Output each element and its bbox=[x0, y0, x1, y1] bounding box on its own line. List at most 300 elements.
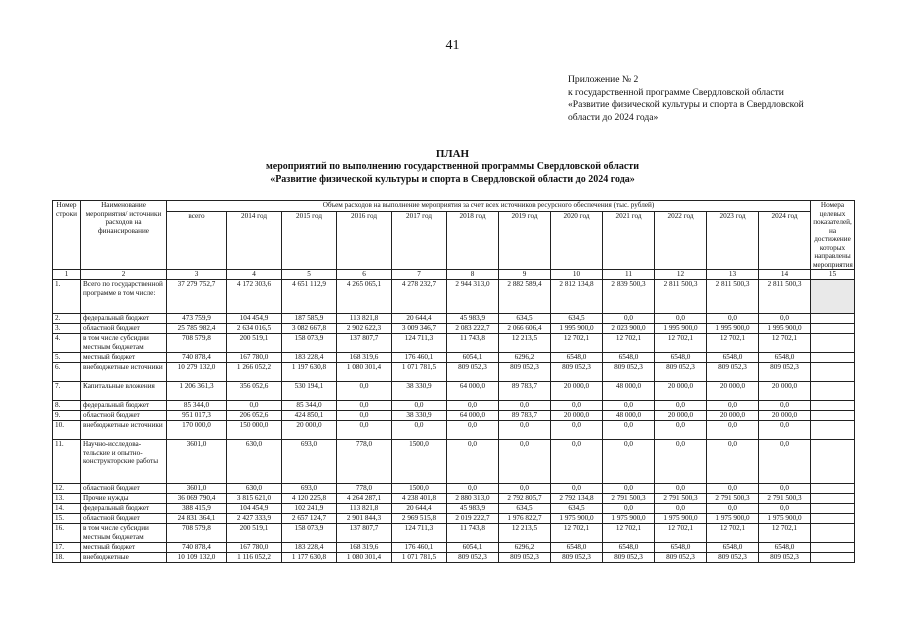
header-row-number: Номер строки bbox=[53, 201, 81, 270]
value-cell: 37 279 752,7 bbox=[167, 280, 227, 314]
value-cell: 183 228,4 bbox=[282, 543, 337, 553]
value-cell: 3 009 346,7 bbox=[392, 324, 447, 334]
value-cell: 6548,0 bbox=[603, 353, 655, 363]
value-cell: 0,0 bbox=[759, 484, 811, 494]
row-name-cell: местный бюджет bbox=[81, 543, 167, 553]
value-cell: 356 052,6 bbox=[227, 382, 282, 401]
value-cell: 0,0 bbox=[603, 421, 655, 440]
value-cell: 12 702,1 bbox=[603, 524, 655, 543]
value-cell: 6548,0 bbox=[655, 543, 707, 553]
row-number-cell: 6. bbox=[53, 363, 81, 382]
value-cell: 104 454,9 bbox=[227, 504, 282, 514]
appendix-line: «Развитие физической культуры и спорта в Свердловской bbox=[568, 99, 804, 111]
table-row bbox=[53, 324, 855, 334]
column-number: 13 bbox=[707, 270, 759, 280]
row-name-cell: областной бюджет bbox=[81, 514, 167, 524]
value-cell: 2 792 134,8 bbox=[551, 494, 603, 504]
table-row bbox=[53, 494, 855, 504]
row-name-cell: внебюджетные источники bbox=[81, 363, 167, 382]
value-cell: 150 000,0 bbox=[227, 421, 282, 440]
value-cell: 0,0 bbox=[655, 504, 707, 514]
value-cell: 0,0 bbox=[603, 484, 655, 494]
value-cell: 740 878,4 bbox=[167, 543, 227, 553]
value-cell: 137 807,7 bbox=[337, 334, 392, 353]
value-cell: 124 711,3 bbox=[392, 334, 447, 353]
value-cell: 45 983,9 bbox=[447, 504, 499, 514]
value-cell: 809 052,3 bbox=[551, 553, 603, 563]
value-cell: 2 792 805,7 bbox=[499, 494, 551, 504]
table-row bbox=[53, 484, 855, 494]
value-cell: 6548,0 bbox=[551, 353, 603, 363]
row-number-cell: 5. bbox=[53, 353, 81, 363]
value-cell: 38 330,9 bbox=[392, 411, 447, 421]
target-cell bbox=[811, 411, 855, 421]
value-cell: 1 975 900,0 bbox=[551, 514, 603, 524]
year-header: 2020 год bbox=[551, 212, 603, 270]
value-cell: 2 019 222,7 bbox=[447, 514, 499, 524]
value-cell: 809 052,3 bbox=[759, 553, 811, 563]
row-number-cell: 13. bbox=[53, 494, 81, 504]
value-cell: 20 000,0 bbox=[759, 411, 811, 421]
value-cell: 0,0 bbox=[551, 484, 603, 494]
appendix-note bbox=[568, 74, 858, 124]
column-numbers-row bbox=[53, 270, 855, 280]
value-cell: 0,0 bbox=[603, 401, 655, 411]
value-cell: 3601,0 bbox=[167, 484, 227, 494]
value-cell: 64 000,0 bbox=[447, 411, 499, 421]
value-cell: 0,0 bbox=[707, 421, 759, 440]
column-number: 9 bbox=[499, 270, 551, 280]
value-cell: 113 821,8 bbox=[337, 314, 392, 324]
value-cell: 1 177 630,8 bbox=[282, 553, 337, 563]
value-cell: 2 901 844,3 bbox=[337, 514, 392, 524]
column-number: 10 bbox=[551, 270, 603, 280]
value-cell: 6548,0 bbox=[759, 543, 811, 553]
value-cell: 64 000,0 bbox=[447, 382, 499, 401]
target-cell bbox=[811, 514, 855, 524]
column-number: 2 bbox=[81, 270, 167, 280]
value-cell: 113 821,8 bbox=[337, 504, 392, 514]
value-cell: 1 975 900,0 bbox=[759, 514, 811, 524]
value-cell: 38 330,9 bbox=[392, 382, 447, 401]
value-cell: 4 172 303,6 bbox=[227, 280, 282, 314]
value-cell: 176 460,1 bbox=[392, 543, 447, 553]
value-cell: 12 702,1 bbox=[655, 524, 707, 543]
header-targets: Номера целевых показателей, на достижение которых направлены мероприятия bbox=[811, 201, 855, 270]
value-cell: 2 969 515,8 bbox=[392, 514, 447, 524]
value-cell: 3 815 621,0 bbox=[227, 494, 282, 504]
column-number: 7 bbox=[392, 270, 447, 280]
row-name-cell: областной бюджет bbox=[81, 324, 167, 334]
value-cell: 809 052,3 bbox=[551, 363, 603, 382]
value-cell: 1 197 630,8 bbox=[282, 363, 337, 382]
value-cell: 2 657 124,7 bbox=[282, 514, 337, 524]
value-cell: 89 783,7 bbox=[499, 382, 551, 401]
value-cell: 2 427 333,9 bbox=[227, 514, 282, 524]
value-cell: 1 206 361,3 bbox=[167, 382, 227, 401]
year-header: 2018 год bbox=[447, 212, 499, 270]
value-cell: 20 000,0 bbox=[707, 382, 759, 401]
value-cell: 0,0 bbox=[759, 421, 811, 440]
value-cell: 2 083 222,7 bbox=[447, 324, 499, 334]
value-cell: 809 052,3 bbox=[707, 363, 759, 382]
row-number-cell: 1. bbox=[53, 280, 81, 314]
value-cell: 0,0 bbox=[392, 421, 447, 440]
value-cell: 809 052,3 bbox=[603, 553, 655, 563]
table-row bbox=[53, 363, 855, 382]
value-cell: 200 519,1 bbox=[227, 334, 282, 353]
value-cell: 1 995 900,0 bbox=[707, 324, 759, 334]
row-number-cell: 3. bbox=[53, 324, 81, 334]
target-cell bbox=[811, 334, 855, 353]
value-cell: 0,0 bbox=[551, 421, 603, 440]
value-cell: 12 702,1 bbox=[655, 334, 707, 353]
value-cell: 168 319,6 bbox=[337, 543, 392, 553]
table-row bbox=[53, 334, 855, 353]
row-number-cell: 4. bbox=[53, 334, 81, 353]
value-cell: 2 811 500,3 bbox=[759, 280, 811, 314]
years-header-row bbox=[53, 212, 855, 270]
value-cell: 124 711,3 bbox=[392, 524, 447, 543]
column-number: 3 bbox=[167, 270, 227, 280]
value-cell: 2 812 134,8 bbox=[551, 280, 603, 314]
value-cell: 1 995 900,0 bbox=[551, 324, 603, 334]
year-header: 2024 год bbox=[759, 212, 811, 270]
value-cell: 20 644,4 bbox=[392, 314, 447, 324]
value-cell: 0,0 bbox=[447, 401, 499, 411]
year-header: 2019 год bbox=[499, 212, 551, 270]
value-cell: 2 066 606,4 bbox=[499, 324, 551, 334]
title-line: «Развитие физической культуры и спорта в Свердловской области до 2024 года» bbox=[270, 173, 635, 185]
value-cell: 176 460,1 bbox=[392, 353, 447, 363]
column-number: 5 bbox=[282, 270, 337, 280]
value-cell: 0,0 bbox=[655, 401, 707, 411]
value-cell: 12 213,5 bbox=[499, 334, 551, 353]
value-cell: 89 783,7 bbox=[499, 411, 551, 421]
year-header: 2022 год bbox=[655, 212, 707, 270]
value-cell: 0,0 bbox=[603, 504, 655, 514]
row-number-cell: 11. bbox=[53, 440, 81, 484]
row-name-cell: внебюджетные bbox=[81, 553, 167, 563]
column-number: 14 bbox=[759, 270, 811, 280]
row-number-cell: 15. bbox=[53, 514, 81, 524]
value-cell: 12 702,1 bbox=[551, 524, 603, 543]
title-line: мероприятий по выполнению государственной программы Свердловской области bbox=[266, 161, 639, 172]
row-name-cell: Прочие нужды bbox=[81, 494, 167, 504]
column-number: 8 bbox=[447, 270, 499, 280]
value-cell: 809 052,3 bbox=[499, 363, 551, 382]
row-name-cell: в том числе субсидии местным бюджетам bbox=[81, 524, 167, 543]
target-cell bbox=[811, 401, 855, 411]
value-cell: 634,5 bbox=[499, 314, 551, 324]
target-cell bbox=[811, 421, 855, 440]
value-cell: 3601,0 bbox=[167, 440, 227, 484]
value-cell: 1 975 900,0 bbox=[707, 514, 759, 524]
value-cell: 102 241,9 bbox=[282, 504, 337, 514]
value-cell: 693,0 bbox=[282, 440, 337, 484]
value-cell: 809 052,3 bbox=[447, 363, 499, 382]
value-cell: 1 975 900,0 bbox=[603, 514, 655, 524]
value-cell: 0,0 bbox=[603, 440, 655, 484]
row-number-cell: 2. bbox=[53, 314, 81, 324]
table-row bbox=[53, 553, 855, 563]
target-cell bbox=[811, 553, 855, 563]
value-cell: 1 116 052,2 bbox=[227, 553, 282, 563]
document-title bbox=[0, 148, 905, 186]
value-cell: 0,0 bbox=[499, 401, 551, 411]
value-cell: 1 995 900,0 bbox=[655, 324, 707, 334]
value-cell: 0,0 bbox=[603, 314, 655, 324]
table-row bbox=[53, 440, 855, 484]
table-row bbox=[53, 411, 855, 421]
value-cell: 1 080 301,4 bbox=[337, 363, 392, 382]
value-cell: 6054,1 bbox=[447, 543, 499, 553]
value-cell: 634,5 bbox=[551, 314, 603, 324]
value-cell: 36 069 790,4 bbox=[167, 494, 227, 504]
value-cell: 11 743,8 bbox=[447, 524, 499, 543]
value-cell: 48 000,0 bbox=[603, 411, 655, 421]
value-cell: 12 702,1 bbox=[603, 334, 655, 353]
value-cell: 4 120 225,8 bbox=[282, 494, 337, 504]
value-cell: 6296,2 bbox=[499, 353, 551, 363]
value-cell: 6548,0 bbox=[551, 543, 603, 553]
value-cell: 809 052,3 bbox=[499, 553, 551, 563]
value-cell: 24 831 364,1 bbox=[167, 514, 227, 524]
table-row bbox=[53, 514, 855, 524]
value-cell: 12 702,1 bbox=[759, 524, 811, 543]
value-cell: 693,0 bbox=[282, 484, 337, 494]
value-cell: 158 073,9 bbox=[282, 524, 337, 543]
row-name-cell: федеральный бюджет bbox=[81, 401, 167, 411]
value-cell: 4 651 112,9 bbox=[282, 280, 337, 314]
value-cell: 708 579,8 bbox=[167, 334, 227, 353]
target-cell bbox=[811, 484, 855, 494]
value-cell: 0,0 bbox=[337, 382, 392, 401]
value-cell: 6296,2 bbox=[499, 543, 551, 553]
value-cell: 630,0 bbox=[227, 484, 282, 494]
value-cell: 0,0 bbox=[447, 440, 499, 484]
value-cell: 0,0 bbox=[499, 440, 551, 484]
target-cell bbox=[811, 440, 855, 484]
appendix-line: Приложение № 2 bbox=[568, 74, 639, 85]
value-cell: 2 944 313,0 bbox=[447, 280, 499, 314]
value-cell: 809 052,3 bbox=[655, 363, 707, 382]
value-cell: 0,0 bbox=[227, 401, 282, 411]
value-cell: 10 109 132,0 bbox=[167, 553, 227, 563]
value-cell: 20 000,0 bbox=[282, 421, 337, 440]
row-name-cell: областной бюджет bbox=[81, 411, 167, 421]
value-cell: 809 052,3 bbox=[759, 363, 811, 382]
value-cell: 1 995 900,0 bbox=[759, 324, 811, 334]
value-cell: 951 017,3 bbox=[167, 411, 227, 421]
value-cell: 634,5 bbox=[551, 504, 603, 514]
value-cell: 20 000,0 bbox=[551, 382, 603, 401]
value-cell: 0,0 bbox=[337, 411, 392, 421]
value-cell: 2 811 500,3 bbox=[707, 280, 759, 314]
value-cell: 4 238 401,8 bbox=[392, 494, 447, 504]
value-cell: 20 000,0 bbox=[759, 382, 811, 401]
value-cell: 0,0 bbox=[759, 440, 811, 484]
target-cell bbox=[811, 363, 855, 382]
value-cell: 20 000,0 bbox=[551, 411, 603, 421]
table-row bbox=[53, 543, 855, 553]
table-row bbox=[53, 524, 855, 543]
year-header: 2021 год bbox=[603, 212, 655, 270]
value-cell: 424 850,1 bbox=[282, 411, 337, 421]
column-number: 4 bbox=[227, 270, 282, 280]
value-cell: 809 052,3 bbox=[707, 553, 759, 563]
plan-table bbox=[52, 200, 855, 563]
value-cell: 740 878,4 bbox=[167, 353, 227, 363]
value-cell: 1 266 052,2 bbox=[227, 363, 282, 382]
appendix-line: области до 2024 года» bbox=[568, 111, 659, 123]
value-cell: 2 791 500,3 bbox=[707, 494, 759, 504]
value-cell: 0,0 bbox=[655, 421, 707, 440]
row-number-cell: 18. bbox=[53, 553, 81, 563]
row-number-cell: 8. bbox=[53, 401, 81, 411]
row-number-cell: 7. bbox=[53, 382, 81, 401]
value-cell: 0,0 bbox=[707, 504, 759, 514]
value-cell: 2 811 500,3 bbox=[655, 280, 707, 314]
year-header: всего bbox=[167, 212, 227, 270]
value-cell: 45 983,9 bbox=[447, 314, 499, 324]
target-cell bbox=[811, 504, 855, 514]
column-number: 6 bbox=[337, 270, 392, 280]
row-name-cell: внебюджетные источники bbox=[81, 421, 167, 440]
value-cell: 1 976 822,7 bbox=[499, 514, 551, 524]
row-number-cell: 17. bbox=[53, 543, 81, 553]
value-cell: 20 000,0 bbox=[655, 382, 707, 401]
value-cell: 4 265 065,1 bbox=[337, 280, 392, 314]
value-cell: 0,0 bbox=[551, 401, 603, 411]
row-name-cell: Всего по государственной программе в том числе: bbox=[81, 280, 167, 314]
table-row bbox=[53, 314, 855, 324]
row-name-cell: федеральный бюджет bbox=[81, 314, 167, 324]
row-number-cell: 10. bbox=[53, 421, 81, 440]
row-name-cell: федеральный бюджет bbox=[81, 504, 167, 514]
value-cell: 3 082 667,8 bbox=[282, 324, 337, 334]
value-cell: 4 278 232,7 bbox=[392, 280, 447, 314]
table-row bbox=[53, 353, 855, 363]
row-name-cell: местный бюджет bbox=[81, 353, 167, 363]
value-cell: 1500,0 bbox=[392, 484, 447, 494]
target-cell bbox=[811, 494, 855, 504]
value-cell: 2 791 500,3 bbox=[655, 494, 707, 504]
value-cell: 187 585,9 bbox=[282, 314, 337, 324]
value-cell: 48 000,0 bbox=[603, 382, 655, 401]
value-cell: 6548,0 bbox=[655, 353, 707, 363]
value-cell: 20 644,4 bbox=[392, 504, 447, 514]
value-cell: 0,0 bbox=[707, 440, 759, 484]
table-row bbox=[53, 421, 855, 440]
value-cell: 2 023 900,0 bbox=[603, 324, 655, 334]
value-cell: 12 702,1 bbox=[707, 524, 759, 543]
value-cell: 1 071 781,5 bbox=[392, 363, 447, 382]
year-header: 2014 год bbox=[227, 212, 282, 270]
value-cell: 388 415,9 bbox=[167, 504, 227, 514]
row-number-cell: 16. bbox=[53, 524, 81, 543]
value-cell: 0,0 bbox=[655, 440, 707, 484]
value-cell: 0,0 bbox=[447, 421, 499, 440]
year-header: 2016 год bbox=[337, 212, 392, 270]
value-cell: 0,0 bbox=[707, 401, 759, 411]
row-name-cell: в том числе субсидии местным бюджетам bbox=[81, 334, 167, 353]
row-number-cell: 9. bbox=[53, 411, 81, 421]
year-header: 2017 год bbox=[392, 212, 447, 270]
row-name-cell: областной бюджет bbox=[81, 484, 167, 494]
value-cell: 530 194,1 bbox=[282, 382, 337, 401]
value-cell: 6054,1 bbox=[447, 353, 499, 363]
value-cell: 1 975 900,0 bbox=[655, 514, 707, 524]
value-cell: 170 000,0 bbox=[167, 421, 227, 440]
value-cell: 12 702,1 bbox=[759, 334, 811, 353]
value-cell: 183 228,4 bbox=[282, 353, 337, 363]
value-cell: 12 702,1 bbox=[707, 334, 759, 353]
value-cell: 809 052,3 bbox=[447, 553, 499, 563]
value-cell: 200 519,1 bbox=[227, 524, 282, 543]
table-row bbox=[53, 280, 855, 314]
value-cell: 0,0 bbox=[759, 401, 811, 411]
value-cell: 206 052,6 bbox=[227, 411, 282, 421]
value-cell: 0,0 bbox=[392, 401, 447, 411]
row-number-cell: 12. bbox=[53, 484, 81, 494]
value-cell: 6548,0 bbox=[707, 353, 759, 363]
value-cell: 778,0 bbox=[337, 440, 392, 484]
value-cell: 0,0 bbox=[759, 504, 811, 514]
value-cell: 6548,0 bbox=[603, 543, 655, 553]
header-volume: Объем расходов на выполнение мероприятия за счет всех источников ресурсного обеспечения (тыс. рублей) bbox=[167, 201, 811, 212]
value-cell: 634,5 bbox=[499, 504, 551, 514]
value-cell: 2 880 313,0 bbox=[447, 494, 499, 504]
header-name: Наименование мероприятия/ источники расходов на финансирование bbox=[81, 201, 167, 270]
header-row bbox=[53, 201, 855, 212]
column-number: 12 bbox=[655, 270, 707, 280]
value-cell: 85 344,0 bbox=[282, 401, 337, 411]
page-number: 41 bbox=[445, 38, 460, 53]
value-cell: 12 213,5 bbox=[499, 524, 551, 543]
value-cell: 2 839 500,3 bbox=[603, 280, 655, 314]
value-cell: 809 052,3 bbox=[603, 363, 655, 382]
value-cell: 1500,0 bbox=[392, 440, 447, 484]
value-cell: 0,0 bbox=[655, 484, 707, 494]
value-cell: 1 071 781,5 bbox=[392, 553, 447, 563]
value-cell: 2 882 589,4 bbox=[499, 280, 551, 314]
value-cell: 2 791 500,3 bbox=[603, 494, 655, 504]
table-row bbox=[53, 382, 855, 401]
value-cell: 0,0 bbox=[707, 314, 759, 324]
year-header: 2023 год bbox=[707, 212, 759, 270]
value-cell: 168 319,6 bbox=[337, 353, 392, 363]
value-cell: 0,0 bbox=[759, 314, 811, 324]
value-cell: 6548,0 bbox=[759, 353, 811, 363]
value-cell: 708 579,8 bbox=[167, 524, 227, 543]
value-cell: 0,0 bbox=[551, 440, 603, 484]
value-cell: 167 780,0 bbox=[227, 543, 282, 553]
value-cell: 158 073,9 bbox=[282, 334, 337, 353]
value-cell: 20 000,0 bbox=[707, 411, 759, 421]
target-cell bbox=[811, 324, 855, 334]
value-cell: 2 634 016,5 bbox=[227, 324, 282, 334]
value-cell: 0,0 bbox=[447, 484, 499, 494]
value-cell: 2 902 622,3 bbox=[337, 324, 392, 334]
target-cell bbox=[811, 353, 855, 363]
value-cell: 0,0 bbox=[337, 421, 392, 440]
value-cell: 0,0 bbox=[499, 484, 551, 494]
table-row bbox=[53, 504, 855, 514]
value-cell: 1 080 301,4 bbox=[337, 553, 392, 563]
value-cell: 630,0 bbox=[227, 440, 282, 484]
value-cell: 104 454,9 bbox=[227, 314, 282, 324]
